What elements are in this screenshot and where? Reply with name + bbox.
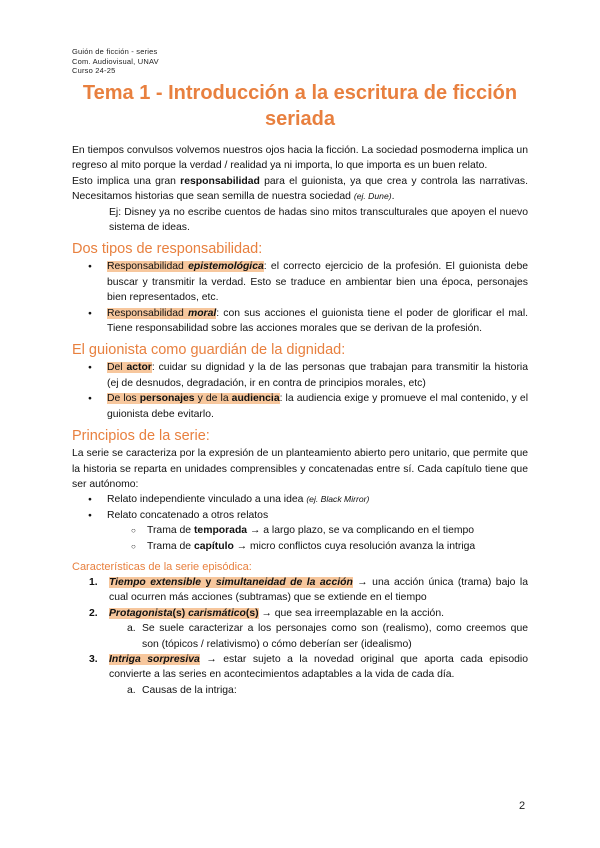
list-item: 1. Tiempo extensible y simultaneidad de la acción → una acción única (trama) bajo la cual ocurren más acciones (subtramas) que se extiende en el tiempo	[89, 576, 528, 604]
principios-list	[72, 492, 528, 523]
document-body	[72, 143, 528, 698]
sub-item-realismo: a. Se suele caracterizar a los personajes como son (realismo), como creemos que son (tópicos / relativismo) o cómo deberían ser (idealismo)	[127, 623, 528, 650]
list-item: 3. Intriga sorpresiva → estar sujeto a la novedad original que aporta cada episodio convierte a las series en acontecimientos adaptables a la vida de cada día.	[89, 653, 528, 681]
section-heading-guardian: El guionista como guardián de la dignidad:	[72, 342, 346, 359]
actor-keyword: actor	[126, 362, 152, 374]
principios-paragraph: La serie se caracteriza por la expresión de un planteamiento abierto pero unitario, que permite que la historia se reparta en unidades comprensibles y concatenadas entre sí. Cada capítulo tiene que ser autónomo:	[72, 448, 528, 490]
guardian-list	[72, 360, 528, 422]
list-item: ● Relato concatenado a otros relatos	[72, 508, 528, 523]
course-header	[72, 47, 159, 76]
caracteristicas-list-cont	[72, 652, 528, 683]
intro-paragraph-2: Esto implica una gran responsabilidad para el guionista, ya que crea y controla las narrativas. Necesitamos historias que sean semilla de nuestra sociedad (ej. Dune).	[72, 175, 528, 203]
list-item: ● Relato independiente vinculado a una idea (ej. Black Mirror)	[72, 492, 528, 507]
list-item: ● Del actor: cuidar su dignidad y la de las personas que trabajan para transmitir la historia (ej de desnudos, degradación, ir en contra de principios morales, etc)	[72, 360, 528, 391]
header-line-3: Curso 24-25	[72, 66, 116, 76]
header-line-2: Com. Audiovisual, UNAV	[72, 56, 159, 66]
list-item: ○ Trama de temporada → a largo plazo, se va complicando en el tiempo	[72, 523, 528, 538]
caracteristicas-list	[72, 575, 528, 621]
responsabilidad-keyword: responsabilidad	[180, 175, 260, 187]
audiencia-keyword: audiencia	[231, 393, 280, 405]
intro-paragraph-1: En tiempos convulsos volvemos nuestros ojos hacia la ficción. La sociedad posmoderna implica un regreso al mito porque la verdad / realidad ya ni importa, lo que importa es un buen relato.	[72, 145, 528, 172]
epistemologica-keyword: epistemológica	[188, 261, 264, 273]
responsabilidad-list	[72, 259, 528, 336]
header-line-1: Guión de ficción - series	[72, 47, 158, 56]
list-item: ● Responsabilidad moral: con sus acciones el guionista tiene el poder de glorificar el mal. Tiene responsabilidad sobre las acciones morales que se derivan de la profesión.	[72, 306, 528, 337]
capitulo-keyword: capítulo	[193, 540, 234, 552]
moral-keyword: moral	[187, 307, 217, 319]
black-mirror-example: (ej. Black Mirror)	[306, 494, 370, 505]
list-item: ● De los personajes y de la audiencia: la audiencia exige y promueve el mal contenido, y el guionista debe evitarlo.	[72, 391, 528, 422]
section-heading-principios: Principios de la serie:	[72, 428, 210, 445]
personajes-keyword: personajes	[139, 393, 195, 405]
dune-example: (ej. Dune)	[353, 191, 392, 202]
list-item: 2. Protagonista(s) carismático(s) → que sea irreemplazable en la acción.	[89, 607, 444, 619]
list-item: ● Responsabilidad epistemológica: el correcto ejercicio de la profesión. El guionista debe buscar y transmitir la verdad. Esto se traduce en ambientar bien una época, personajes bien representados, etc.	[72, 259, 528, 305]
section-heading-responsabilidad: Dos tipos de responsabilidad:	[72, 241, 263, 258]
page-number: 2	[519, 800, 526, 812]
list-item: ○ Trama de capítulo → micro conflictos cuya resolución avanza la intriga	[72, 539, 528, 554]
section-heading-caracteristicas: Características de la serie episódica:	[72, 560, 252, 573]
page-title: Tema 1 - Introducción a la escritura de ficción seriada	[82, 82, 518, 130]
temporada-keyword: temporada	[193, 525, 248, 537]
intro-example: Ej: Disney ya no escribe cuentos de hadas sino mitos transculturales que apoyen el nuevo sistema de ideas.	[109, 206, 528, 234]
sub-item-causas: a. Causas de la intriga:	[127, 684, 237, 696]
trama-list	[72, 523, 528, 554]
